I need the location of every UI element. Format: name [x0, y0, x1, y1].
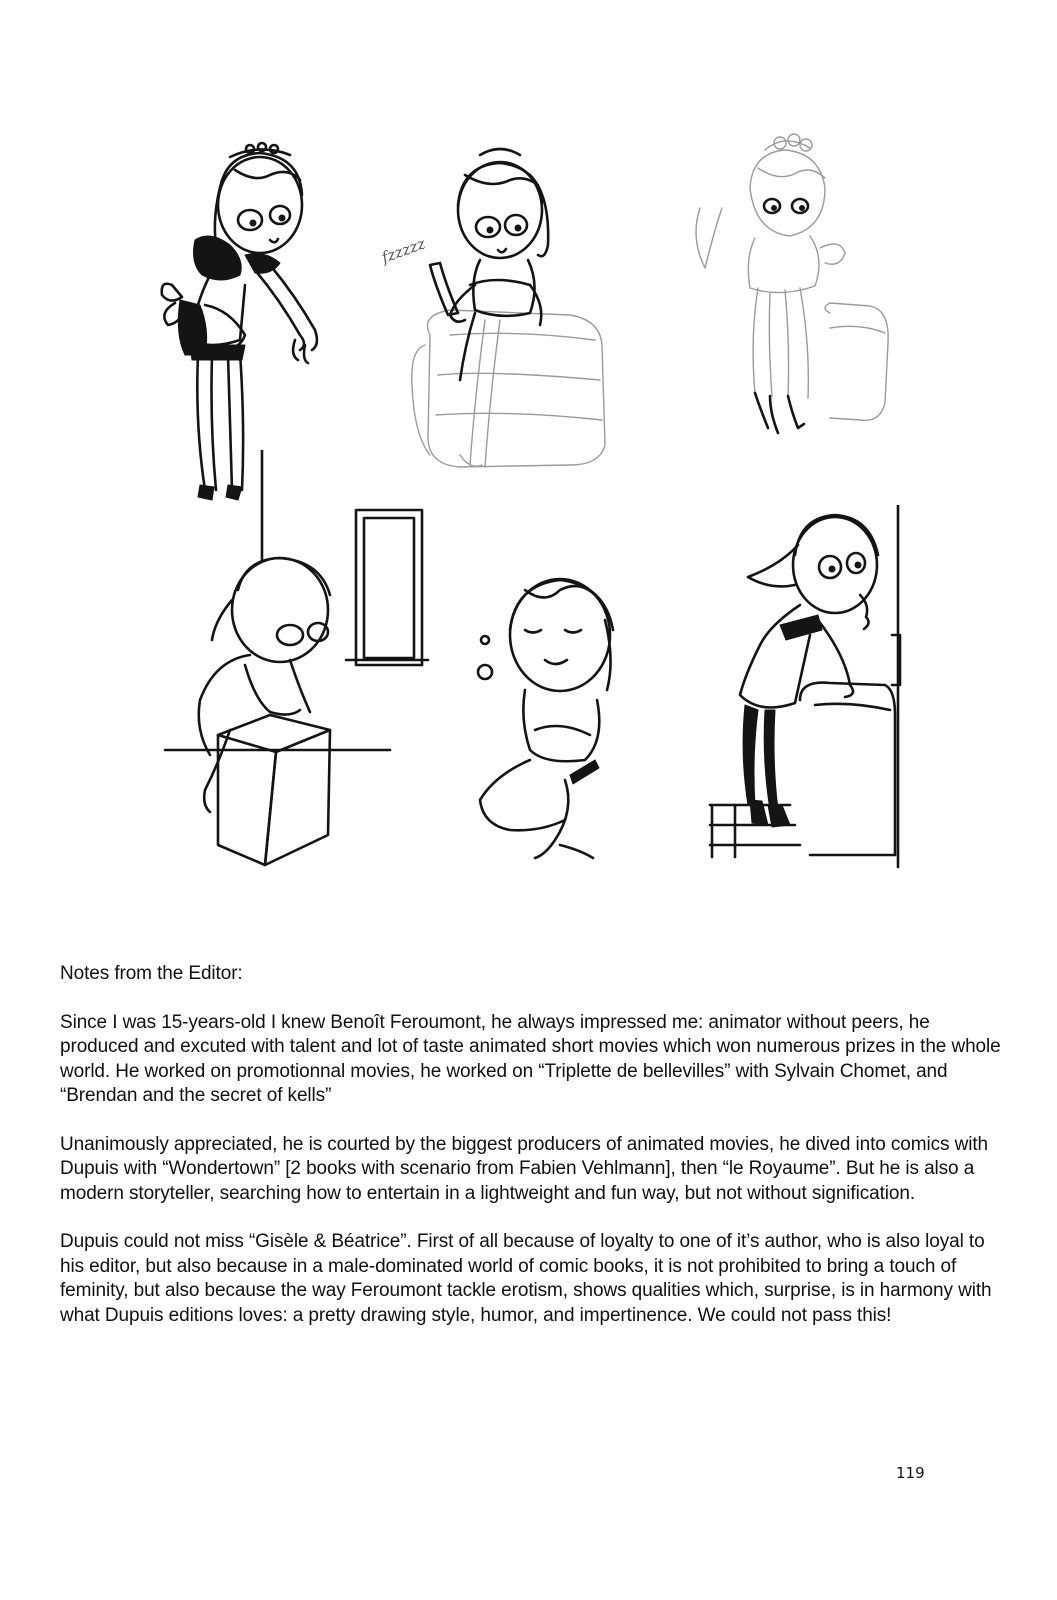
notes-paragraph: Unanimously appreciated, he is courted by the biggest producers of animated movies, he dived into comics with Dupuis with “Wondertown” [2 books with scenario from Fabien Vehlmann], then “le Royaume”. But he is also a modern storyteller, searching how to entertain in a lightweight and fun way, but not without signification.: [60, 1133, 988, 1204]
sketch-woman-at-door: [700, 505, 910, 870]
sketch-seated-sofa: [370, 135, 620, 485]
sketch-seated-dreaming: [465, 560, 625, 870]
sketch-cleaning-box: [160, 450, 440, 870]
page-number: 119: [896, 1464, 925, 1482]
sketch-pencil-bending: [680, 128, 900, 448]
sketch-sfx-text: fzzzzz: [379, 234, 428, 267]
editor-notes: [60, 962, 1010, 1352]
notes-heading: Notes from the Editor:: [60, 963, 243, 984]
notes-paragraph: Since I was 15-years-old I knew Benoît Feroumont, he always impressed me: animator without peers, he produced and excuted with talent and lot of taste animated short movies which won numerous prizes in the whole world. He worked on promotionnal movies, he worked on “Triplette de bellevilles” with Sylvain Chomet, and “Brendan and the secret of kells”: [60, 1011, 1001, 1106]
notes-paragraph: Dupuis could not miss “Gisèle & Béatrice”. First of all because of loyalty to one of it’s author, who is also loyal to his editor, but also because in a male-dominated world of comic books, it is not prohibited to bring a touch of feminity, but also because the way Feroumont tackle erotism, shows qualities which, surprise, is in harmony with what Dupuis editions loves: a pretty drawing style, humor, and impertinence. We could not pass this!: [60, 1231, 992, 1326]
